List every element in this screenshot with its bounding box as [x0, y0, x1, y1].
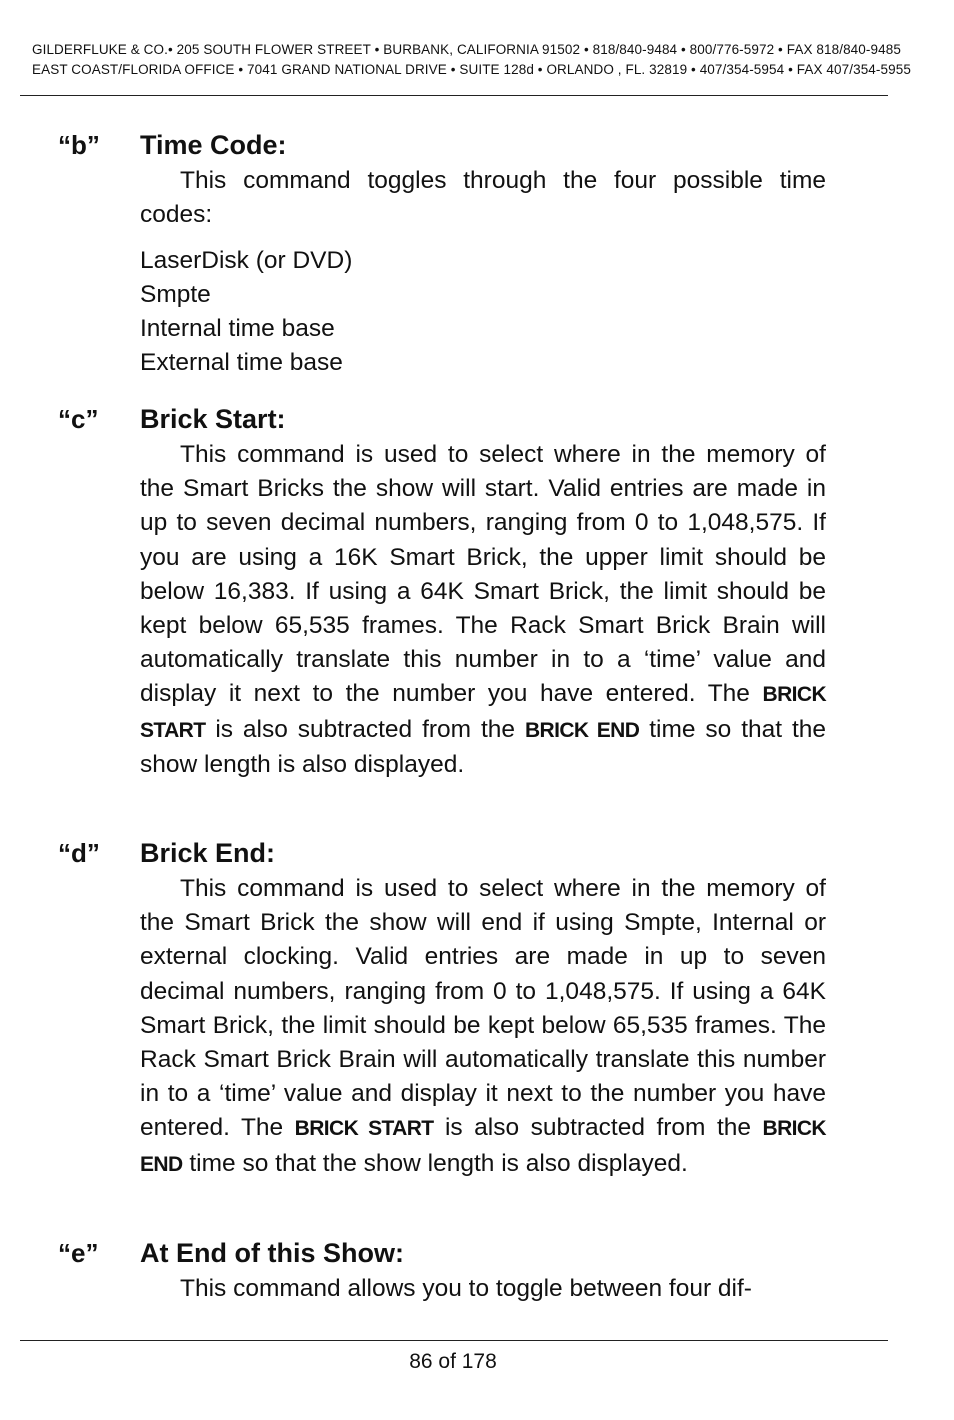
keyword-brick-end: BRICK END	[140, 1117, 826, 1176]
paragraph-text: time so that the show length is also displayed.	[140, 715, 827, 778]
keyword-brick-start: BRICK START	[294, 1117, 434, 1141]
section-body	[140, 438, 826, 782]
footer-divider	[20, 1340, 888, 1341]
section-paragraph	[140, 438, 826, 782]
section-body	[140, 872, 826, 1182]
section-intro: This command toggles through the four possible time codes:	[140, 167, 826, 229]
time-code-option: LaserDisk (or DVD)	[140, 247, 353, 274]
keyword-brick-end: BRICK END	[524, 718, 640, 742]
page-number: 86 of 178	[409, 1350, 497, 1373]
command-letter: “e”	[58, 1238, 99, 1268]
page-header	[32, 40, 911, 80]
command-letter: “c”	[58, 404, 99, 434]
header-divider	[20, 95, 888, 96]
command-letter: “b”	[58, 130, 100, 160]
time-code-option: External time base	[140, 349, 343, 376]
paragraph-text: is also subtracted from the	[215, 715, 516, 743]
section-paragraph	[140, 872, 826, 1182]
header-address-line-2: EAST COAST/FLORIDA OFFICE • 7041 GRAND NATIONAL DRIVE • SUITE 128d • ORLANDO , FL. 32819 • 407/354-5954 • FAX 407/354-5955	[32, 62, 911, 77]
paragraph-text: is also subtracted from the	[444, 1114, 752, 1142]
section-paragraph: This command allows you to toggle between four dif-	[180, 1275, 752, 1302]
command-letter: “d”	[58, 838, 100, 868]
section-title: Time Code:	[140, 130, 287, 160]
paragraph-text: This command is used to select where in the memory of the Smart Brick the show will end if using Smpte, Internal or external clocking. Valid entries are made in up to seven decimal numbers, ranging from 0 to 1,048,575. If using a 64K Smart Brick, the limit should be kept below 65,535 frames. The Rack Smart Brick Brain will automatically translate this number in to a ‘time’ value and display it next to the number you have entered. The	[140, 875, 826, 1142]
section-title: At End of this Show:	[140, 1238, 404, 1268]
time-code-options	[140, 244, 352, 380]
section-body	[140, 1272, 826, 1306]
section-body	[140, 164, 826, 232]
section-title: Brick End:	[140, 838, 276, 868]
time-code-option: Smpte	[140, 281, 211, 308]
section-title: Brick Start:	[140, 404, 286, 434]
header-address-line-1: GILDERFLUKE & CO.• 205 SOUTH FLOWER STREET • BURBANK, CALIFORNIA 91502 • 818/840-9484 • 800/776-5972 • FAX 818/840-9485	[32, 42, 901, 57]
keyword-brick-start: BRICK START	[140, 683, 827, 742]
paragraph-text: time so that the show length is also displayed.	[189, 1149, 688, 1177]
time-code-option: Internal time base	[140, 315, 335, 342]
paragraph-text: This command is used to select where in the memory of the Smart Bricks the show will start. Valid entries are made in up to seven decimal numbers, ranging from 0 to 1,048,575. If you are using a 16K Smart Brick, the upper limit should be below 16,383. If using a 64K Smart Brick, the limit should be kept below 65,535 frames. The Rack Smart Brick Brain will automatically translate this number in to a ‘time’ value and display it next to the number you have entered. The	[140, 441, 826, 708]
